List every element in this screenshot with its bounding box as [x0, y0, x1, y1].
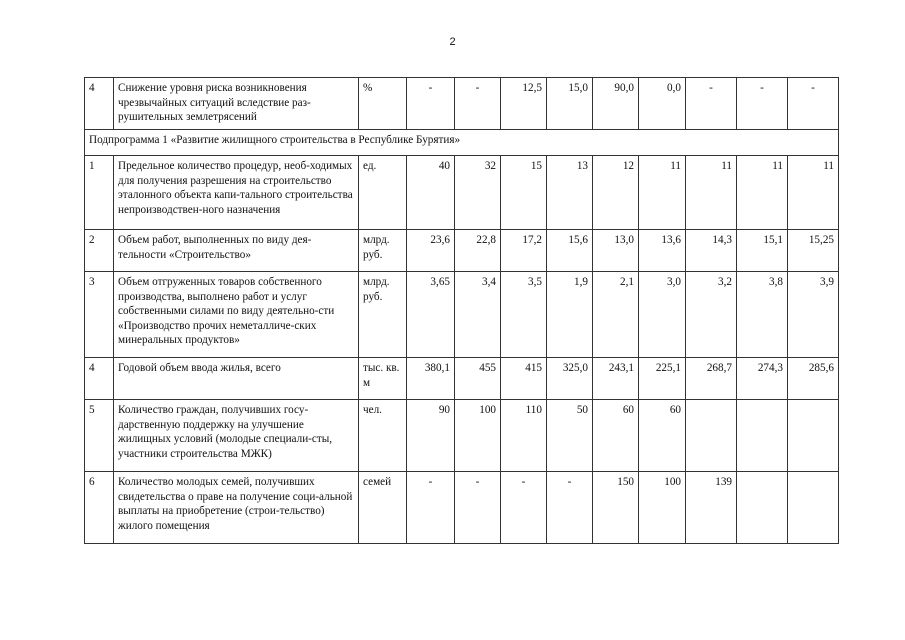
value-cell: - [547, 472, 593, 544]
row-number-cell: 4 [85, 358, 114, 400]
value-cell: - [407, 472, 455, 544]
table-body [85, 78, 839, 544]
value-cell: 100 [639, 472, 686, 544]
value-cell: 17,2 [501, 230, 547, 272]
value-cell: 15,6 [547, 230, 593, 272]
value-cell: 100 [455, 400, 501, 472]
value-cell: 11 [788, 156, 839, 230]
value-cell: 380,1 [407, 358, 455, 400]
value-cell [686, 400, 737, 472]
value-cell: 274,3 [737, 358, 788, 400]
value-cell [737, 472, 788, 544]
table-row [85, 272, 839, 358]
value-cell: 3,9 [788, 272, 839, 358]
indicators-table [84, 77, 839, 544]
value-cell: - [455, 472, 501, 544]
table-row [85, 472, 839, 544]
subprogram-title: Подпрограмма 1 «Развитие жилищного строительства в Республике Бурятия» [85, 130, 839, 156]
row-number-cell: 5 [85, 400, 114, 472]
value-cell: 11 [639, 156, 686, 230]
unit-cell: тыс. кв. м [359, 358, 407, 400]
value-cell: 32 [455, 156, 501, 230]
value-cell [737, 400, 788, 472]
value-cell: - [501, 472, 547, 544]
value-cell: 90 [407, 400, 455, 472]
indicator-name-cell: Предельное количество процедур, необ-ходимых для получения разрешения на строительство эталонного объекта капи-тального строительства непроизводствен-ного назначения [114, 156, 359, 230]
value-cell: 3,8 [737, 272, 788, 358]
value-cell: 11 [737, 156, 788, 230]
value-cell: 225,1 [639, 358, 686, 400]
value-cell: 60 [639, 400, 686, 472]
value-cell [788, 400, 839, 472]
value-cell: 40 [407, 156, 455, 230]
value-cell: 110 [501, 400, 547, 472]
value-cell: 325,0 [547, 358, 593, 400]
value-cell: 11 [686, 156, 737, 230]
value-cell: 243,1 [593, 358, 639, 400]
value-cell: - [455, 78, 501, 130]
value-cell: 1,9 [547, 272, 593, 358]
value-cell: 2,1 [593, 272, 639, 358]
value-cell: 90,0 [593, 78, 639, 130]
value-cell: - [788, 78, 839, 130]
unit-cell: чел. [359, 400, 407, 472]
table-row [85, 156, 839, 230]
value-cell: - [407, 78, 455, 130]
value-cell: 15,1 [737, 230, 788, 272]
value-cell: 50 [547, 400, 593, 472]
value-cell: 150 [593, 472, 639, 544]
value-cell: 13,0 [593, 230, 639, 272]
value-cell: 3,65 [407, 272, 455, 358]
value-cell: 14,3 [686, 230, 737, 272]
value-cell: 15 [501, 156, 547, 230]
table-row [85, 78, 839, 130]
value-cell: 15,25 [788, 230, 839, 272]
table-row [85, 400, 839, 472]
unit-cell: млрд. руб. [359, 230, 407, 272]
value-cell: - [737, 78, 788, 130]
table-row [85, 358, 839, 400]
value-cell: 285,6 [788, 358, 839, 400]
indicator-name-cell: Количество молодых семей, получивших свидетельства о праве на получение соци-альной выплаты на приобретение (строи-тельство) жилого помещения [114, 472, 359, 544]
value-cell: - [686, 78, 737, 130]
value-cell: 268,7 [686, 358, 737, 400]
value-cell: 22,8 [455, 230, 501, 272]
indicator-name-cell: Количество граждан, получивших госу-дарственную поддержку на улучшение жилищных условий (молодые специали-сты, участники строительства МЖК) [114, 400, 359, 472]
value-cell: 12,5 [501, 78, 547, 130]
value-cell: 3,0 [639, 272, 686, 358]
value-cell: 23,6 [407, 230, 455, 272]
value-cell: 12 [593, 156, 639, 230]
table-row [85, 230, 839, 272]
value-cell: 13,6 [639, 230, 686, 272]
unit-cell: млрд. руб. [359, 272, 407, 358]
unit-cell: % [359, 78, 407, 130]
value-cell: 3,2 [686, 272, 737, 358]
value-cell: 15,0 [547, 78, 593, 130]
value-cell [788, 472, 839, 544]
value-cell: 0,0 [639, 78, 686, 130]
value-cell: 60 [593, 400, 639, 472]
subprogram-row [85, 130, 839, 156]
unit-cell: семей [359, 472, 407, 544]
row-number-cell: 6 [85, 472, 114, 544]
unit-cell: ед. [359, 156, 407, 230]
page-number: 2 [449, 36, 456, 48]
indicator-name-cell: Объем работ, выполненных по виду дея-тельности «Строительство» [114, 230, 359, 272]
row-number-cell: 4 [85, 78, 114, 130]
value-cell: 455 [455, 358, 501, 400]
row-number-cell: 2 [85, 230, 114, 272]
row-number-cell: 1 [85, 156, 114, 230]
value-cell: 415 [501, 358, 547, 400]
indicator-name-cell: Объем отгруженных товаров собственного производства, выполнено работ и услуг собственными силами по виду деятельно-сти «Производство прочих неметалличе-ских минеральных продуктов» [114, 272, 359, 358]
row-number-cell: 3 [85, 272, 114, 358]
indicator-name-cell: Годовой объем ввода жилья, всего [114, 358, 359, 400]
value-cell: 3,4 [455, 272, 501, 358]
value-cell: 139 [686, 472, 737, 544]
value-cell: 3,5 [501, 272, 547, 358]
indicator-name-cell: Снижение уровня риска возникновения чрезвычайных ситуаций вследствие раз-рушительных землетрясений [114, 78, 359, 130]
value-cell: 13 [547, 156, 593, 230]
